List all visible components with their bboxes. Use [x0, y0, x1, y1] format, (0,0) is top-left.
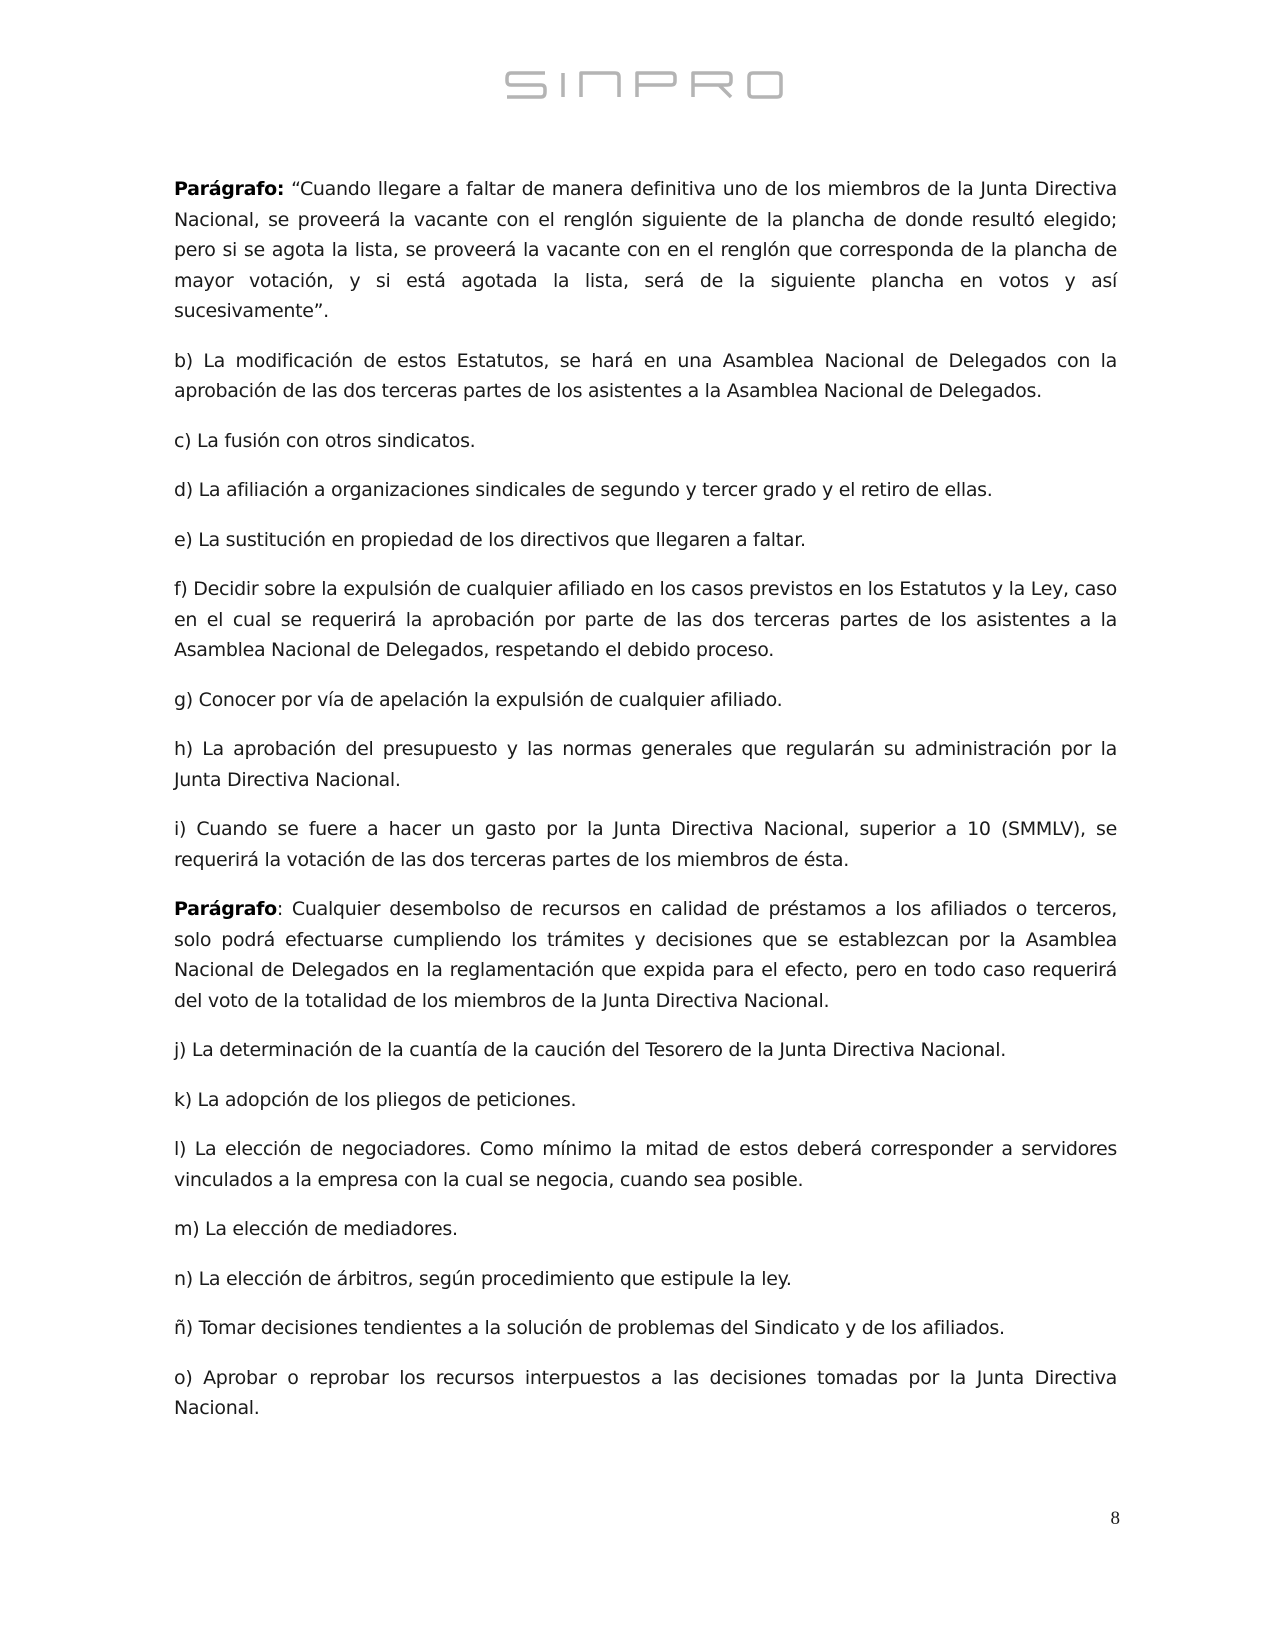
paragraph-item-enie	[174, 1313, 1117, 1344]
paragraph-text: n) La elección de árbitros, según procedimiento que estipule la ley.	[174, 1267, 792, 1290]
paragraph-paragrafo-desembolso	[174, 894, 1117, 1016]
paragraph-item-i	[174, 814, 1117, 875]
paragraph-item-f	[174, 574, 1117, 666]
paragraph-paragrafo-vacante	[174, 174, 1117, 327]
paragraph-item-o	[174, 1363, 1117, 1424]
paragraph-text: ñ) Tomar decisiones tendientes a la solución de problemas del Sindicato y de los afiliados.	[174, 1317, 1005, 1339]
paragraph-text: j) La determinación de la cuantía de la caución del Tesorero de la Junta Directiva Nacional.	[174, 1039, 1006, 1061]
paragraph-text: e) La sustitución en propiedad de los directivos que llegaren a faltar.	[174, 528, 806, 551]
paragraph-text: l) La elección de negociadores. Como mínimo la mitad de estos deberá corresponder a servidores vinculados a la empresa con la cual se negocia, cuando sea posible.	[174, 1138, 1117, 1191]
paragraph-text: b) La modificación de estos Estatutos, se hará en una Asamblea Nacional de Delegados con la aprobación de las dos terceras partes de los asistentes a la Asamblea Nacional de Delegados.	[174, 349, 1117, 402]
paragraph-item-n	[174, 1264, 1117, 1295]
paragraph-text: : Cualquier desembolso de recursos en calidad de préstamos a los afiliados o terceros, solo podrá efectuarse cumpliendo los trámites y decisiones que se establezcan por la Asamblea Nacional de Delegados en la reglamentación que expida para el efecto, pero en todo caso requerirá del voto de la totalidad de los miembros de la Junta Directiva Nacional.	[174, 898, 1117, 1012]
paragraph-text: g) Conocer por vía de apelación la expulsión de cualquier afiliado.	[174, 688, 783, 711]
paragraph-item-c	[174, 426, 1117, 457]
paragraph-item-l	[174, 1134, 1117, 1195]
paragraph-text: “Cuando llegare a faltar de manera definitiva uno de los miembros de la Junta Directiva Nacional, se proveerá la vacante con el renglón siguiente de la plancha de donde resultó elegido; pero si se agota la lista, se proveerá la vacante con en el renglón que corresponda de la plancha de mayor votación, y si está agotada la lista, será de la siguiente plancha en votos y así sucesivamente”.	[174, 178, 1117, 322]
paragraph-text: i) Cuando se fuere a hacer un gasto por la Junta Directiva Nacional, superior a 10 (SMMLV), se requerirá la votación de las dos terceras partes de los miembros de ésta.	[174, 818, 1117, 871]
paragraph-text: d) La afiliación a organizaciones sindicales de segundo y tercer grado y el retiro de ellas.	[174, 479, 993, 501]
paragraph-text: h) La aprobación del presupuesto y las normas generales que regularán su administración por la Junta Directiva Nacional.	[174, 738, 1117, 791]
paragraph-text: f) Decidir sobre la expulsión de cualquier afiliado en los casos previstos en los Estatutos y la Ley, caso en el cual se requerirá la aprobación por parte de las dos terceras partes de los asistentes a la Asamblea Nacional de Delegados, respetando el debido proceso.	[174, 578, 1117, 661]
paragraph-item-j	[174, 1035, 1117, 1066]
paragraph-text: o) Aprobar o reprobar los recursos interpuestos a las decisiones tomadas por la Junta Directiva Nacional.	[174, 1366, 1117, 1419]
paragraph-item-b	[174, 346, 1117, 407]
document-body	[174, 174, 1117, 1443]
paragraph-text: k) La adopción de los pliegos de peticiones.	[174, 1088, 577, 1111]
paragraph-item-k	[174, 1085, 1117, 1116]
paragraph-label: Parágrafo	[174, 898, 277, 920]
paragraph-text: m) La elección de mediadores.	[174, 1218, 458, 1240]
paragraph-item-g	[174, 685, 1117, 716]
paragraph-item-d	[174, 475, 1117, 506]
paragraph-label: Parágrafo:	[174, 178, 285, 200]
page-number: 8	[1110, 1508, 1120, 1529]
paragraph-item-e	[174, 525, 1117, 556]
paragraph-item-m	[174, 1214, 1117, 1245]
sinpro-logo	[505, 70, 785, 100]
paragraph-item-h	[174, 734, 1117, 795]
paragraph-text: c) La fusión con otros sindicatos.	[174, 429, 476, 452]
